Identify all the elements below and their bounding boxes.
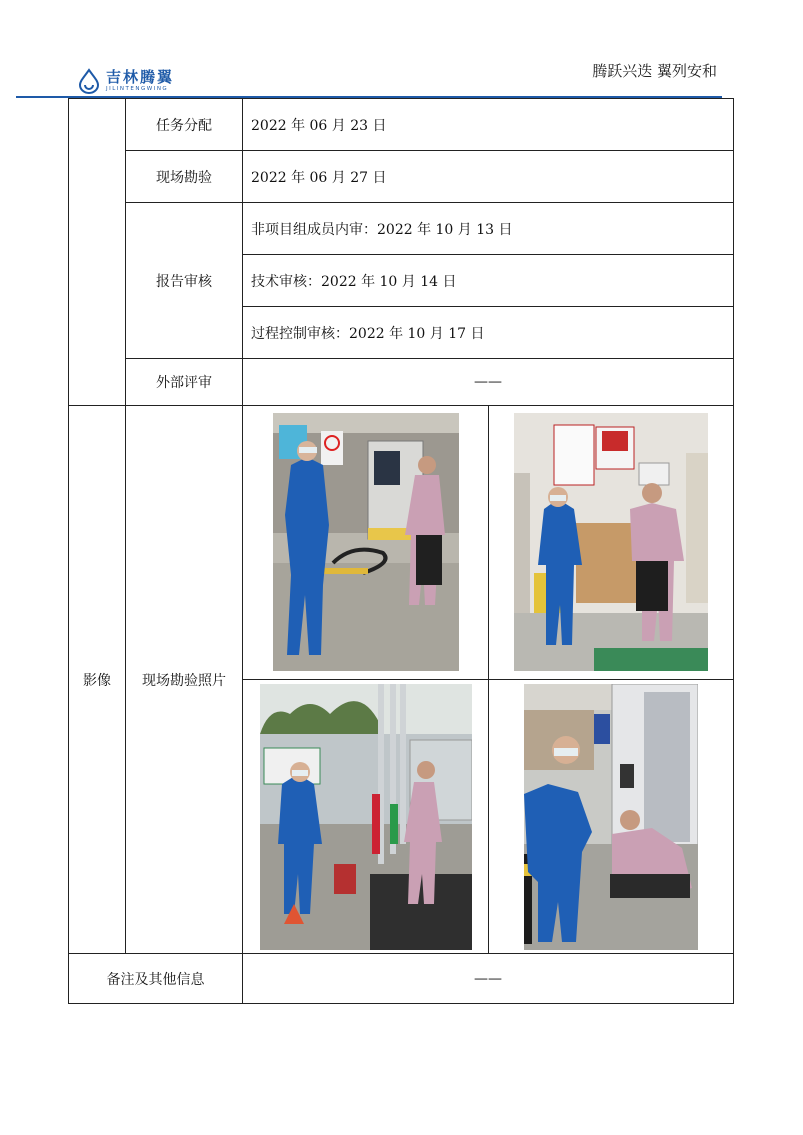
photo-cell-3 [243,680,489,954]
images-label: 现场勘验照片 [126,406,243,954]
photo-charger-inspection [273,413,459,671]
remarks-value: —— [243,954,734,1004]
header-slogan: 腾跃兴迭 翼列安和 [592,62,717,80]
logo-english-text: JILINTENGWING [106,86,169,92]
table-row [69,359,734,406]
table-row [69,203,734,255]
photo-cell-2 [489,406,734,680]
external-value: —— [243,359,734,406]
page-header [0,0,803,100]
record-table [68,98,734,1004]
category-cell-empty [69,99,126,406]
logo-chinese-text: 吉林腾翼 [106,68,175,86]
survey-date: 2022 年 06 月 27 日 [243,151,734,203]
table-row [69,406,734,680]
survey-label: 现场勘验 [126,151,243,203]
review-technical: 技术审核：2022 年 10 月 14 日 [243,255,734,307]
photo-gas-pipes [260,684,472,950]
photo-charging-cabinet [524,684,698,950]
company-logo [76,68,174,94]
logo-drop-icon [76,68,102,94]
remarks-label: 备注及其他信息 [69,954,243,1004]
table-row [69,151,734,203]
task-date: 2022 年 06 月 23 日 [243,99,734,151]
table-row [69,954,734,1004]
images-category: 影像 [69,406,126,954]
external-label: 外部评审 [126,359,243,406]
photo-station-interior [514,413,708,671]
review-process: 过程控制审核：2022 年 10 月 17 日 [243,307,734,359]
photo-cell-1 [243,406,489,680]
task-label: 任务分配 [126,99,243,151]
review-label: 报告审核 [126,203,243,359]
photo-cell-4 [489,680,734,954]
table-row [69,99,734,151]
review-internal: 非项目组成员内审：2022 年 10 月 13 日 [243,203,734,255]
